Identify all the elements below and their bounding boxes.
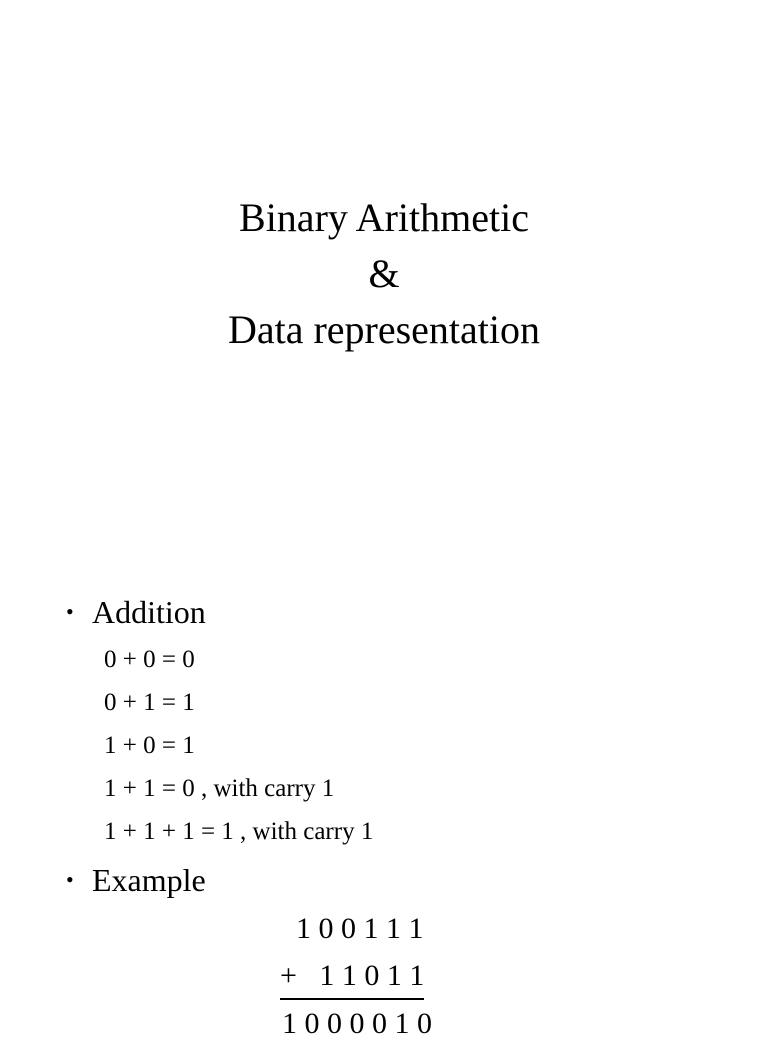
title-line-1: Binary Arithmetic bbox=[239, 195, 529, 240]
title-line-3: Data representation bbox=[227, 307, 541, 352]
example-operand-2: + 1 1 0 1 1 bbox=[280, 958, 424, 1000]
example-bullet bbox=[66, 860, 206, 900]
addition-rule: 1 + 1 + 1 = 1 , with carry 1 bbox=[104, 818, 374, 845]
title-line-2: & bbox=[368, 251, 400, 296]
slide-title bbox=[0, 190, 768, 358]
addition-rule: 1 + 0 = 1 bbox=[104, 732, 195, 759]
bullet-icon: • bbox=[66, 867, 74, 892]
addition-heading: Addition bbox=[92, 594, 206, 630]
addition-rule: 0 + 0 = 0 bbox=[104, 646, 195, 673]
addition-rule: 1 + 1 = 0 , with carry 1 bbox=[104, 775, 335, 802]
example-heading: Example bbox=[92, 862, 206, 898]
example-result: 1 0 0 0 0 1 0 bbox=[282, 1007, 432, 1040]
example-operand-1: 1 0 0 1 1 1 bbox=[296, 912, 424, 945]
addition-bullet bbox=[66, 592, 206, 632]
addition-rule: 0 + 1 = 1 bbox=[104, 689, 195, 716]
bullet-icon: • bbox=[66, 599, 74, 624]
